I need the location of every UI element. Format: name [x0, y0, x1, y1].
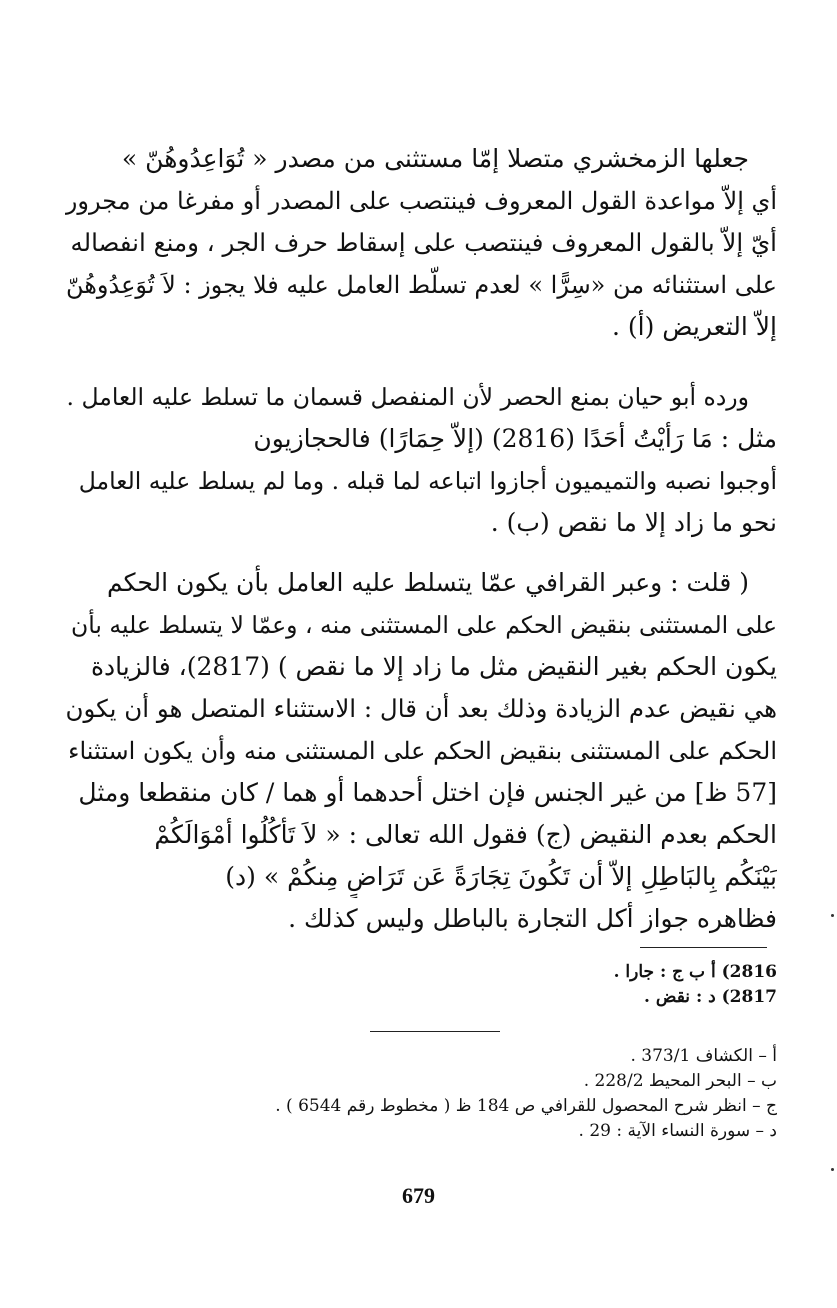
variant-notes-rule: [640, 947, 767, 948]
text-line: إلاّ التعريض (أ) .: [612, 312, 777, 341]
footnotes: [65, 1044, 777, 1144]
footnote: ج – انظر شرح المحصول للقرافي ص 184 ظ ( مخطوط رقم 6544 ) .: [275, 1096, 777, 1116]
text-line: ورده أبو حيان بمنع الحصر لأن المنفصل قسمان ما تسلط عليه العامل .: [66, 383, 749, 411]
variant-note: 2816) أ ب ج : جارا .: [613, 962, 777, 982]
text-line: على استثنائه من «سِرًّا » لعدم تسلّط العامل عليه فلا يجوز : لاَ تُوَعِدُوهُنّ: [66, 271, 777, 299]
text-line: أي إلاّ مواعدة القول المعروف فينتصب على المصدر أو مفرغا من مجرور: [65, 187, 777, 215]
scan-speck: [831, 1168, 834, 1171]
text-line: يكون الحكم بغير النقيض مثل ما زاد إلا ما نقص ) (2817)، فالزيادة: [90, 652, 777, 681]
text-line: أيّ إلاّ بالقول المعروف فينتصب على إسقاط حرف الجر ، ومنع انفصاله: [70, 228, 777, 257]
footnote: د – سورة النساء الآية : 29 .: [578, 1121, 777, 1141]
text-line: ( قلت : وعبر القرافي عمّا يتسلط عليه العامل بأن يكون الحكم: [106, 568, 749, 597]
variant-note: 2817) د : نقض .: [644, 987, 777, 1007]
footnote: ب – البحر المحيط 228/2 .: [583, 1071, 777, 1091]
paragraph-2: [65, 376, 777, 544]
paragraph-1: [65, 138, 777, 348]
text-line: أوجبوا نصبه والتميميون أجازوا اتباعه لما قبله . وما لم يسلط عليه العامل: [78, 467, 777, 495]
paragraph-3: [65, 562, 777, 940]
text-line: على المستثنى بنقيض الحكم على المستثنى منه ، وعمّا لا يتسلط عليه بأن: [70, 611, 777, 639]
text-line: جعلها الزمخشري متصلا إمّا مستثنى من مصدر « تُوَاعِدُوهُنّ »: [121, 144, 749, 173]
text-line: بَيْنَكُم بِالبَاطِلِ إلاّ أن تَكُونَ تِجَارَةً عَن تَرَاضٍ مِنكُمْ » (د): [225, 862, 777, 891]
footnote: أ – الكشاف 373/1 .: [630, 1046, 777, 1066]
variant-notes: [65, 960, 777, 1010]
text-line: فظاهره جواز أكل التجارة بالباطل وليس كذلك .: [288, 904, 777, 933]
text-line: الحكم بعدم النقيض (ج) فقول الله تعالى : « لاَ تَأكُلُوا أمْوَالَكُمْ: [154, 820, 777, 849]
text-line: [57 ظ] من غير الجنس فإن اختل أحدهما أو هما / كان منقطعا ومثل: [78, 778, 777, 807]
footnotes-rule: [370, 1031, 500, 1032]
page-number: 679: [402, 1183, 435, 1208]
text-line: مثل : مَا رَأيْتُ أحَدًا (2816) (إلاّ حِمَارًا) فالحجازيون: [253, 424, 777, 453]
text-line: الحكم على المستثنى بنقيض الحكم على المستثنى منه وأن يكون استثناء: [68, 737, 777, 765]
text-line: نحو ما زاد إلا ما نقص (ب) .: [490, 508, 777, 537]
scan-speck: [831, 914, 834, 917]
text-line: هي نقيض عدم الزيادة وذلك بعد أن قال : الاستثناء المتصل هو أن يكون: [65, 694, 777, 723]
